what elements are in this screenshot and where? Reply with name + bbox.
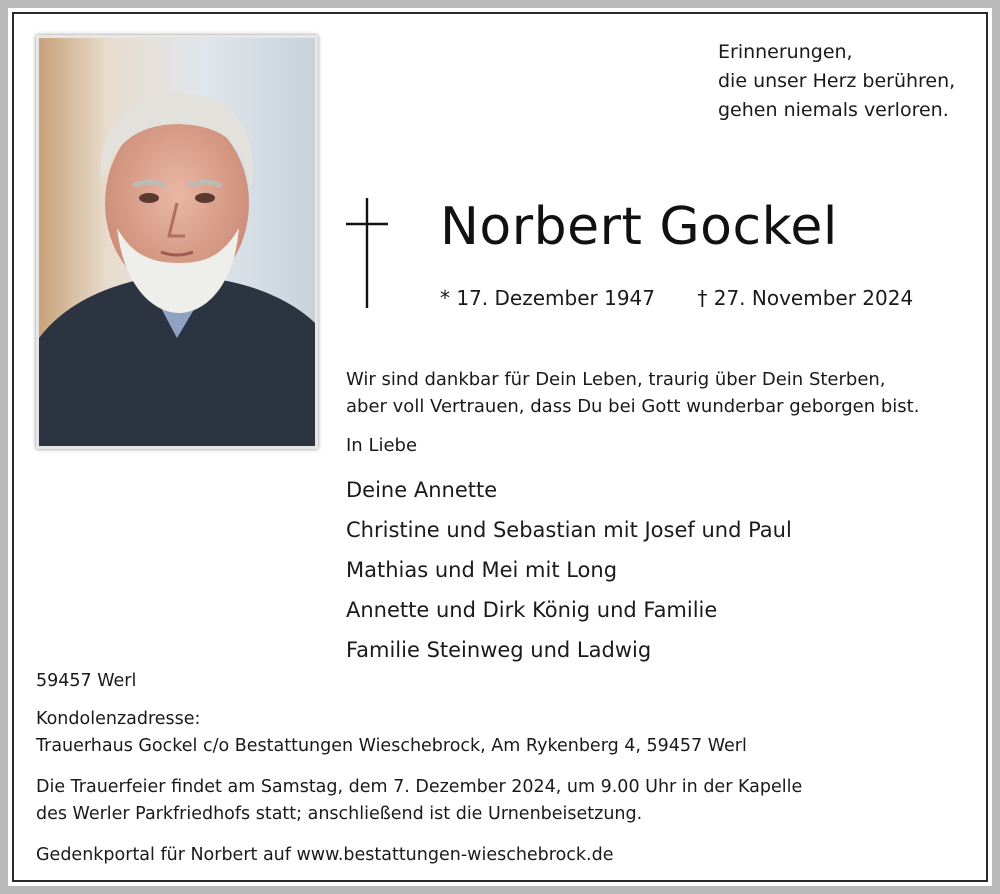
deceased-name: Norbert Gockel	[440, 197, 838, 257]
mourners-list	[346, 470, 792, 670]
cross-icon	[344, 198, 390, 308]
memorial-portal-link: Gedenkportal für Norbert auf www.bestattungen-wieschebrock.de	[36, 845, 614, 865]
mourner-entry: Christine und Sebastian mit Josef und Paul	[346, 518, 792, 542]
death-date: † 27. November 2024	[697, 286, 914, 310]
mourner-entry: Annette und Dirk König und Familie	[346, 598, 718, 622]
service-line: des Werler Parkfriedhofs statt; anschließend ist die Urnenbeisetzung.	[36, 804, 643, 824]
mourner-entry: Deine Annette	[346, 478, 498, 502]
portrait-photo	[36, 35, 318, 449]
service-info	[36, 774, 802, 828]
mourner-entry: Mathias und Mei mit Long	[346, 558, 618, 582]
quote-line: Erinnerungen,	[718, 41, 853, 63]
portrait-image	[39, 38, 315, 446]
mourner-entry: Familie Steinweg und Ladwig	[346, 638, 652, 662]
verse-text	[346, 366, 976, 420]
memorial-quote	[718, 38, 978, 125]
verse-line: Wir sind dankbar für Dein Leben, traurig über Dein Sterben,	[346, 369, 886, 390]
condolence-block	[36, 706, 747, 760]
life-dates	[440, 284, 913, 312]
quote-line: gehen niemals verloren.	[718, 99, 949, 121]
location: 59457 Werl	[36, 671, 137, 691]
birth-date: * 17. Dezember 1947	[440, 286, 655, 310]
verse-line: aber voll Vertrauen, dass Du bei Gott wunderbar geborgen bist.	[346, 396, 920, 417]
in-love-label: In Liebe	[346, 435, 418, 456]
quote-line: die unser Herz berühren,	[718, 70, 956, 92]
service-line: Die Trauerfeier findet am Samstag, dem 7. Dezember 2024, um 9.00 Uhr in der Kapelle	[36, 777, 803, 797]
condolence-label: Kondolenzadresse:	[36, 709, 201, 729]
condolence-address: Trauerhaus Gockel c/o Bestattungen Wieschebrock, Am Rykenberg 4, 59457 Werl	[36, 736, 747, 756]
